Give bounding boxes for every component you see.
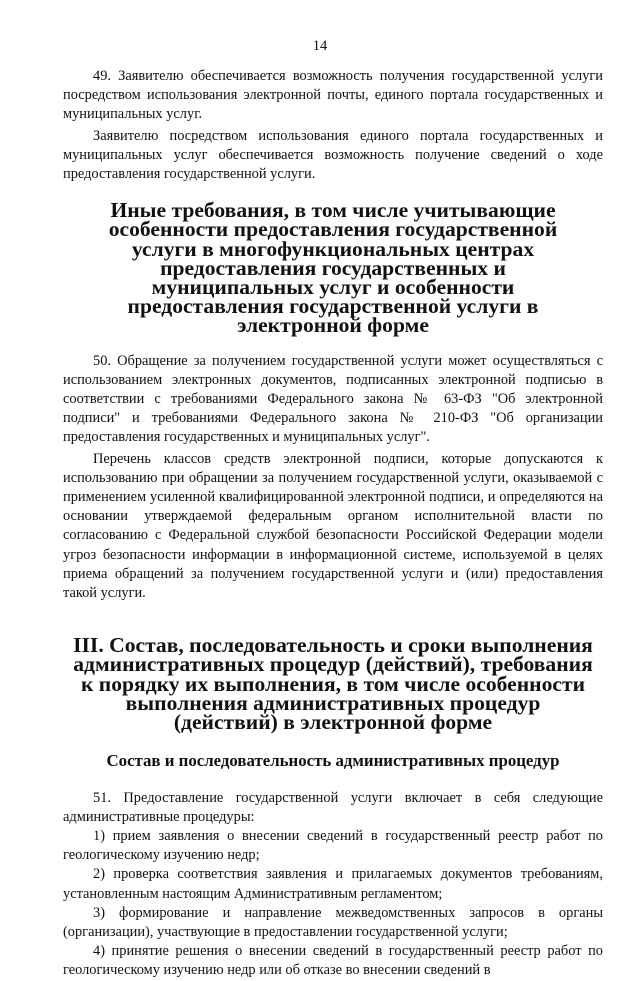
chapter-heading-iii: III. Состав, последовательность и сроки выполнения административных процедур (действий), требования к порядку их выполнения, в том числе особенности выполнения административных процедур (действий) в электронной форме: [73, 633, 593, 735]
paragraph-50-continued: Перечень классов средств электронной подписи, которые допускаются к использованию при обращении за получением государственной услуги, оказываемой с применением усиленной квалифицированной электронной подписи, и определяются на основании утверждаемой федеральным органом исполнительной власти по согласованию с Федеральной службой безопасности Российской Федерации модели угроз безопасности информации в информационной системе, используемой в целях приема обращений за получением государственной услуги и (или) предоставления такой услуги.: [63, 450, 603, 602]
document-body: [63, 67, 603, 981]
paragraph-49-continued: Заявителю посредством использования единого портала государственных и муниципальных услуг обеспечивается возможность получение сведений о ходе предоставления государственной услуги.: [63, 127, 603, 183]
list-item: 1) прием заявления о внесении сведений в государственный реестр работ по геологическому изучению недр;: [63, 827, 603, 864]
list-item: 4) принятие решения о внесении сведений в государственный реестр работ по геологическому изучению недр или об отказе во внесении сведений в: [63, 943, 603, 979]
paragraph-49: 49. Заявителю обеспечивается возможность получения государственной услуги посредством использования электронной почты, единого портала государственных и муниципальных услуг.: [63, 68, 603, 123]
paragraph-51: 51. Предоставление государственной услуги включает в себя следующие административные процедуры:: [63, 789, 603, 825]
list-item: 2) проверка соответствия заявления и прилагаемых документов требованиям, установленным настоящим Административным регламентом;: [63, 866, 603, 902]
list-item: 3) формирование и направление межведомственных запросов в органы (организации), участвующие в предоставлении государственной услуги;: [63, 904, 603, 940]
page-number: 14: [312, 38, 328, 54]
section-heading-procedures: Состав и последовательность административных процедур: [106, 751, 560, 771]
paragraph-50: 50. Обращение за получением государственной услуги может осуществляться с использованием электронных документов, подписанных электронной подписью в соответствии с требованиями Федерального закона № 63-ФЗ "Об электронной подписи" и требованиями Федерального закона № 210-ФЗ "Об организации предоставления государственных и муниципальных услуг".: [63, 352, 603, 446]
section-heading-other-requirements: Иные требования, в том числе учитывающие особенности предоставления государственной услуги в многофункциональных центрах предоставления государственных и муниципальных услуг и особенности предоставления государственной услуги в электронной форме: [108, 198, 558, 338]
